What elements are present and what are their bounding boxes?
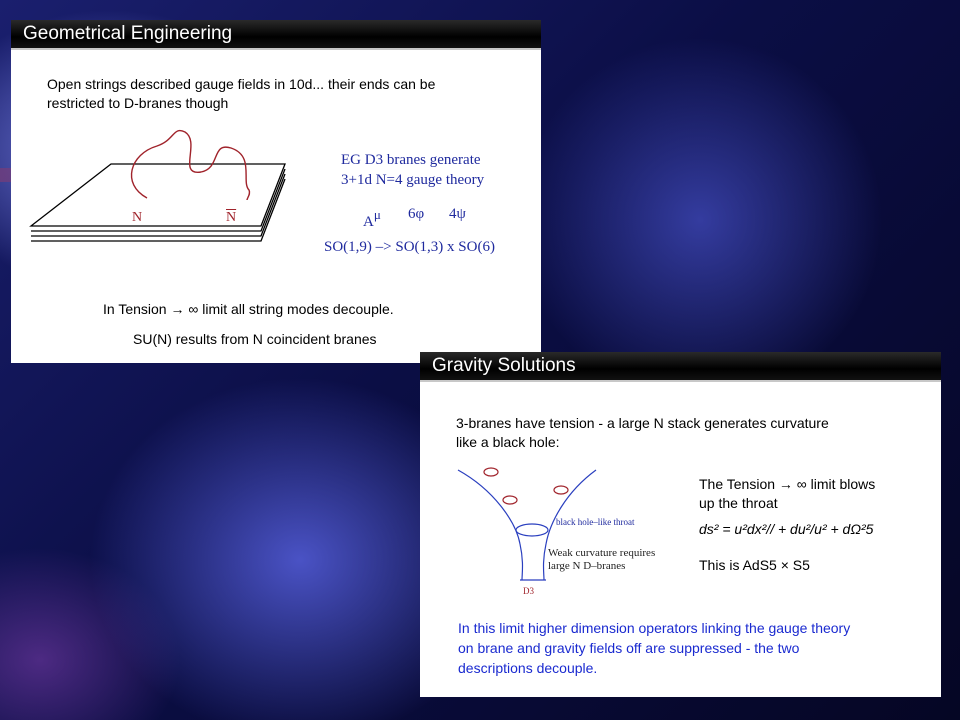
- brane-stack: [31, 164, 285, 241]
- throat-label: black hole–like throat: [556, 517, 635, 527]
- brane-diagram: [25, 124, 295, 254]
- ads-line: This is AdS5 × S5: [699, 557, 810, 573]
- conclusion-line-1: In this limit higher dimension operators linking the gauge theory: [458, 620, 851, 636]
- weak-curvature-line-1: Weak curvature requires: [548, 547, 656, 559]
- symmetry-breaking: SO(1,9) –> SO(1,3) x SO(6): [324, 239, 495, 255]
- open-string: [131, 131, 249, 200]
- intro-line-2: like a black hole:: [456, 434, 560, 450]
- weak-curvature-line-2: large N D–branes: [548, 560, 626, 572]
- label-n: N: [132, 210, 143, 225]
- throat-diagram: [454, 462, 644, 597]
- field-a-superscript: μ: [373, 207, 381, 222]
- conclusion-line-3: descriptions decouple.: [458, 660, 598, 676]
- eg-line-2: 3+1d N=4 gauge theory: [341, 172, 485, 188]
- field-a-letter: A: [363, 214, 374, 230]
- metric-equation: ds² = u²dx²// + du²/u² + dΩ²5: [699, 521, 874, 537]
- slide-title: Gravity Solutions: [420, 352, 941, 382]
- field-phi: 6φ: [408, 206, 425, 222]
- label-n-bar: $\overline{N}$: [226, 210, 237, 225]
- eg-line-1: EG D3 branes generate: [341, 152, 481, 168]
- field-a: [363, 205, 381, 232]
- slide-gravity-solutions: [420, 352, 941, 697]
- intro-line-1: 3-branes have tension - a large N stack generates curvature: [456, 415, 829, 431]
- tension-line: In Tension → ∞ limit all string modes decouple.: [103, 301, 394, 317]
- throat-ring: [516, 524, 548, 536]
- throat-left-wall: [458, 470, 523, 580]
- throat-line-2: up the throat: [699, 495, 778, 511]
- brane-loop-1: [484, 468, 498, 476]
- sun-line: SU(N) results from N coincident branes: [133, 331, 377, 347]
- conclusion-line-2: on brane and gravity fields off are suppressed - the two: [458, 640, 800, 656]
- throat-line-1: The Tension → ∞ limit blows: [699, 476, 876, 492]
- intro-line-2: restricted to D-branes though: [47, 95, 229, 111]
- brane-loop-3: [554, 486, 568, 494]
- brane-loop-2: [503, 496, 517, 504]
- slide-title: Geometrical Engineering: [11, 20, 541, 50]
- d3-label: D3: [523, 586, 534, 596]
- intro-line-1: Open strings described gauge fields in 10d... their ends can be: [47, 76, 436, 92]
- slide-geometrical-engineering: [11, 20, 541, 363]
- field-psi: 4ψ: [449, 206, 466, 222]
